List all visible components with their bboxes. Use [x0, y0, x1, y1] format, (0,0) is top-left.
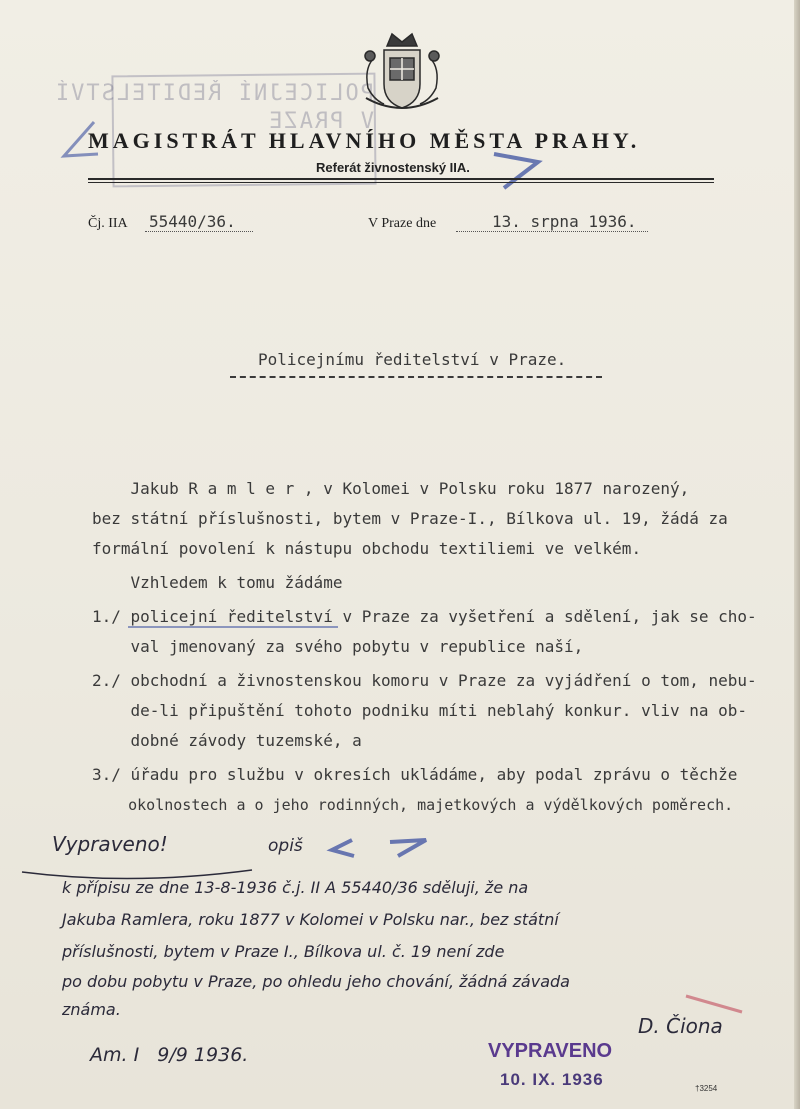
item-2-line: 2./ obchodní a živnostenskou komoru v Praze za vyjádření o tom, nebu- [92, 671, 757, 690]
issuer-subtitle: Referát živnostenský IIA. [316, 160, 470, 175]
coat-of-arms-icon [352, 28, 452, 120]
body-line: formální povolení k nástupu obchodu textiliemi ve velkém. [92, 539, 642, 558]
pencil-underline [128, 626, 338, 628]
item-1-line: val jmenovaný za svého pobytu v republice naší, [92, 637, 584, 656]
red-pencil-mark [680, 990, 750, 1020]
handwritten-dispatched-note: Vypraveno! [52, 832, 168, 856]
faded-stamp-line2: V PRAZE [267, 109, 374, 134]
item-2-line: dobné závody tuzemské, a [92, 731, 362, 750]
handwritten-footer-note: Am. I 9/9 1936. [90, 1044, 249, 1066]
item-3-line: okolnostech a o jeho rodinných, majetkových a výdělkových poměrech. [92, 796, 734, 814]
archive-code: †3254 [695, 1084, 718, 1093]
reference-label: Čj. IIA [88, 216, 128, 231]
handwritten-line: známa. [62, 1000, 121, 1019]
addressee: Policejnímu ředitelství v Praze. [258, 350, 567, 369]
addressee-underline [230, 376, 602, 378]
handwritten-line: po dobu pobytu v Praze, po ohledu jeho chování, žádná závada [62, 972, 570, 991]
dispatched-stamp: VYPRAVENO [488, 1040, 613, 1062]
item-2-line: de-li připuštění tohoto podniku míti neblahý konkur. vliv na ob- [92, 701, 748, 720]
faded-stamp-line1: POLICEJNÍ ŘEDITELSTVÍ [53, 81, 374, 106]
header-rule-thin [88, 182, 714, 183]
item-3-line: 3./ úřadu pro službu v okresích ukládáme, aby podal zprávu o těchže [92, 765, 738, 784]
handwritten-line: příslušnosti, bytem v Praze I., Bílkova ul. č. 19 není zde [62, 942, 505, 961]
handwritten-signature: D. Čiona [638, 1014, 723, 1038]
issuer-title: MAGISTRÁT HLAVNÍHO MĚSTA PRAHY. [88, 128, 641, 153]
header-rule [88, 178, 714, 180]
dispatched-stamp-date: 10. IX. 1936 [500, 1070, 604, 1089]
handwritten-line: k přípisu ze dne 13-8-1936 č.j. II A 55440/36 sděluji, že na [62, 878, 529, 897]
handwritten-line: Jakuba Ramlera, roku 1877 v Kolomei v Polsku nar., bez státní [62, 910, 559, 929]
body-line: Jakub R a m l e r , v Kolomei v Polsku roku 1877 narozený, [92, 479, 690, 498]
item-1-line: 1./ policejní ředitelství v Praze za vyšetření a sdělení, jak se cho- [92, 607, 757, 626]
body-line: Vzhledem k tomu žádáme [92, 573, 343, 592]
body-line: bez státní příslušnosti, bytem v Praze-I., Bílkova ul. 19, žádá za [92, 509, 728, 528]
document-date: 13. srpna 1936. [456, 212, 648, 232]
date-label: V Praze dne [368, 216, 437, 231]
handwritten-copy-note: opiš [268, 836, 303, 856]
reference-number: 55440/36. [145, 212, 253, 232]
pencil-arrows [326, 832, 436, 866]
